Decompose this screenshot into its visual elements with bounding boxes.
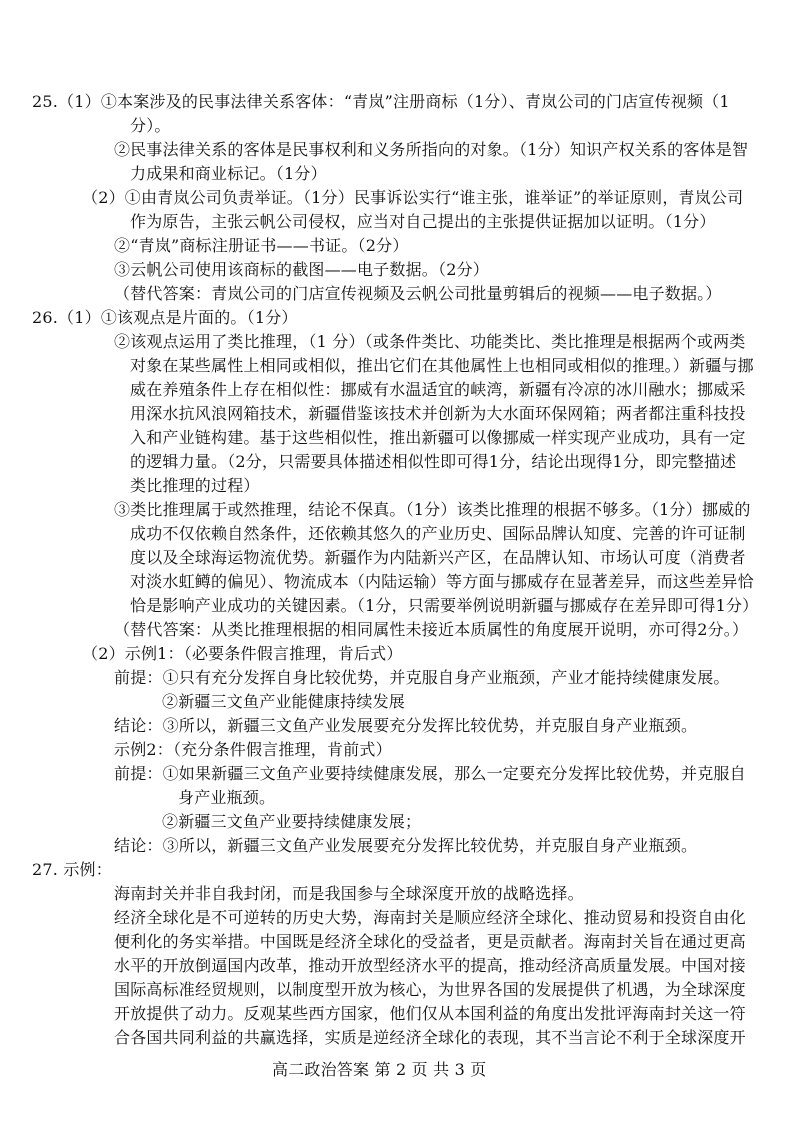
- q25-2-line-4: ③云帆公司使用该商标的截图——电子数据。（2分）: [114, 260, 489, 279]
- q26-2-line-5: 示例2：（充分条件假言推理，肯前式）: [114, 740, 392, 759]
- q25-1-line-2: 分）。: [130, 116, 171, 135]
- q26-1-line-13: 恰是影响产业成功的关键因素。（1分，只需要举例说明新疆与挪威存在差异即可得1分）: [130, 596, 759, 615]
- q26-1-line-1: 26.（1）①该观点是片面的。（1分）: [32, 308, 298, 327]
- q26-1-line-4: 威在养殖条件上存在相似性：挪威有水温适宜的峡湾，新疆有冷凉的冰川融水；挪威采: [130, 380, 746, 399]
- q26-1-line-9: ③类比推理属于或然推理，结论不保真。（1分）该类比推理的根据不够多。（1分）挪威的: [114, 500, 751, 519]
- q26-2-line-4: 结论：③所以，新疆三文鱼产业发展要充分发挥比较优势，并克服自身产业瓶颈。: [114, 716, 698, 735]
- q27-line-4: 便利化的务实举措。中国既是经济全球化的受益者，更是贡献者。海南封关旨在通过更高: [114, 932, 746, 951]
- q26-2-line-8: ②新疆三文鱼产业要持续健康发展；: [162, 812, 422, 831]
- q26-2-line-7: 身产业瓶颈。: [178, 788, 276, 807]
- q25-2-line-3: ②“青岚”商标注册证书——书证。（2分）: [114, 236, 409, 255]
- q27-line-6: 国际高标准经贸规则，以制度型开放为核心，为世界各国的发展提供了机遇，为全球深度: [114, 980, 746, 999]
- q26-2-line-9: 结论：③所以，新疆三文鱼产业发展要充分发挥比较优势，并克服自身产业瓶颈。: [114, 836, 698, 855]
- page-footer: 高二政治答案 第 2 页 共 3 页: [272, 1060, 487, 1079]
- q26-1-line-7: 的逻辑力量。（2分，只需要具体描述相似性即可得1分，结论出现得1分，即完整描述: [130, 452, 737, 471]
- q25-1-line-4: 力成果和商业标记。（1分）: [130, 164, 327, 183]
- q26-2-line-6: 前提：①如果新疆三文鱼产业要持续健康发展，那么一定要充分发挥比较优势，并克服自: [114, 764, 746, 783]
- q25-2-line-2: 作为原告，主张云帆公司侵权，应当对自己提出的主张提供证据加以证明。（1分）: [130, 212, 716, 231]
- q27-line-1: 27. 示例：: [32, 860, 112, 879]
- q26-1-line-2: ②该观点运用了类比推理，（1 分）（或条件类比、功能类比、类比推理是根据两个或两类: [114, 332, 746, 351]
- q26-1-line-6: 入和产业链构建。基于这些相似性，推出新疆可以像挪威一样实现产业成功，具有一定: [130, 428, 746, 447]
- q26-1-line-14: （替代答案：从类比推理根据的相同属性未接近本质属性的角度展开说明，亦可得2分。）: [114, 620, 749, 639]
- q25-2-line-1: （2）①由青岚公司负责举证。（1分）民事诉讼实行“谁主张，谁举证”的举证原则，青岚公司: [82, 188, 744, 207]
- q27-line-2: 海南封关并非自我封闭，而是我国参与全球深度开放的战略选择。: [114, 884, 584, 903]
- q27-line-8: 合各国共同利益的共赢选择，实质是逆经济全球化的表现，其不当言论不利于全球深度开: [114, 1028, 746, 1047]
- q27-line-5: 水平的开放倒逼国内改革，推动开放型经济水平的提高，推动经济高质量发展。中国对接: [114, 956, 746, 975]
- q26-2-line-1: （2）示例1：（必要条件假言推理，肯后式）: [82, 644, 403, 663]
- q26-1-line-10: 成功不仅依赖自然条件，还依赖其悠久的产业历史、国际品牌认知度、完善的许可证制: [130, 524, 746, 543]
- q27-line-3: 经济全球化是不可逆转的历史大势，海南封关是顺应经济全球化、推动贸易和投资自由化: [114, 908, 746, 927]
- q26-1-line-11: 度以及全球海运物流优势。新疆作为内陆新兴产区，在品牌认知、市场认可度（消费者: [130, 548, 746, 567]
- q26-1-line-3: 对象在某些属性上相同或相似，推出它们在其他属性上也相同或相似的推理。）新疆与挪: [130, 356, 754, 375]
- q27-line-7: 开放提供了动力。反观某些西方国家，他们仅从本国利益的角度出发批评海南封关这一符: [114, 1004, 746, 1023]
- q25-1-line-1: 25.（1）①本案涉及的民事法律关系客体：“青岚”注册商标（1分）、青岚公司的门店宣传视频（1: [32, 92, 730, 111]
- q25-2-line-5: （替代答案：青岚公司的门店宣传视频及云帆公司批量剪辑后的视频——电子数据。）: [114, 284, 722, 303]
- q26-2-line-2: 前提：①只有充分发挥自身比较优势，并克服自身产业瓶颈，产业才能持续健康发展。: [114, 668, 730, 687]
- q25-1-line-3: ②民事法律关系的客体是民事权利和义务所指向的对象。（1分）知识产权关系的客体是智: [114, 140, 749, 159]
- q26-1-line-12: 对淡水虹鳟的偏见）、物流成本（内陆运输）等方面与挪威存在显著差异，而这些差异恰: [130, 572, 754, 591]
- q26-1-line-8: 类比推理的过程）: [130, 476, 260, 495]
- q26-1-line-5: 用深水抗风浪网箱技术，新疆借鉴该技术并创新为大水面环保网箱；两者都注重科技投: [130, 404, 746, 423]
- q26-2-line-3: ②新疆三文鱼产业能健康持续发展: [162, 692, 406, 711]
